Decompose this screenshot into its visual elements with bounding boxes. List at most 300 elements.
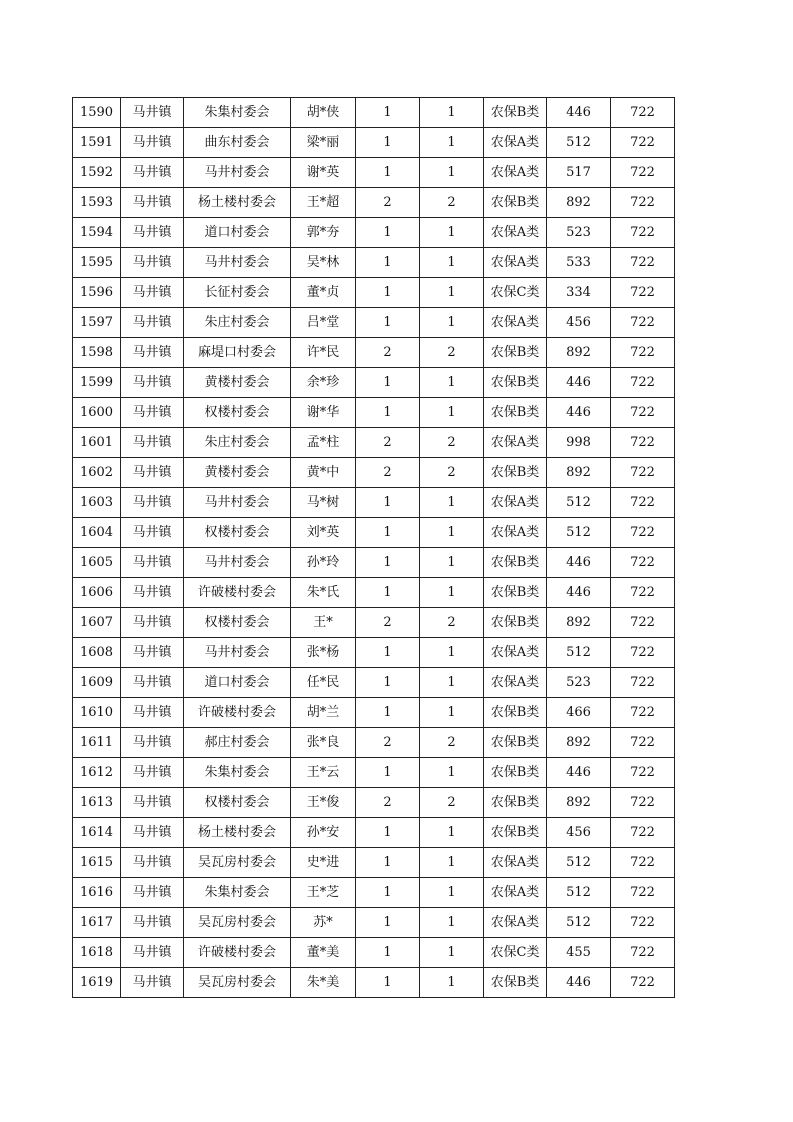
standard-cell: 722 xyxy=(611,278,675,308)
count-1-cell: 1 xyxy=(356,638,420,668)
row-number-cell: 1614 xyxy=(73,818,121,848)
amount-cell: 892 xyxy=(547,338,611,368)
insurance-category-cell: 农保B类 xyxy=(484,578,547,608)
count-1-cell: 1 xyxy=(356,818,420,848)
count-1-cell: 1 xyxy=(356,968,420,998)
amount-cell: 446 xyxy=(547,98,611,128)
standard-cell: 722 xyxy=(611,158,675,188)
insurance-category-cell: 农保B类 xyxy=(484,758,547,788)
name-cell: 胡*侠 xyxy=(291,98,356,128)
village-committee-cell: 朱庄村委会 xyxy=(184,308,291,338)
count-2-cell: 1 xyxy=(420,398,484,428)
name-cell: 王*芝 xyxy=(291,878,356,908)
count-1-cell: 1 xyxy=(356,908,420,938)
table-row xyxy=(73,608,675,638)
insurance-category-cell: 农保C类 xyxy=(484,938,547,968)
count-2-cell: 1 xyxy=(420,818,484,848)
standard-cell: 722 xyxy=(611,338,675,368)
name-cell: 苏* xyxy=(291,908,356,938)
count-1-cell: 1 xyxy=(356,218,420,248)
count-1-cell: 1 xyxy=(356,548,420,578)
amount-cell: 456 xyxy=(547,818,611,848)
amount-cell: 446 xyxy=(547,578,611,608)
row-number-cell: 1618 xyxy=(73,938,121,968)
insurance-category-cell: 农保B类 xyxy=(484,188,547,218)
standard-cell: 722 xyxy=(611,968,675,998)
standard-cell: 722 xyxy=(611,368,675,398)
standard-cell: 722 xyxy=(611,98,675,128)
amount-cell: 517 xyxy=(547,158,611,188)
town-cell: 马井镇 xyxy=(121,488,184,518)
town-cell: 马井镇 xyxy=(121,98,184,128)
count-2-cell: 1 xyxy=(420,578,484,608)
village-committee-cell: 朱集村委会 xyxy=(184,98,291,128)
standard-cell: 722 xyxy=(611,398,675,428)
count-1-cell: 1 xyxy=(356,158,420,188)
row-number-cell: 1611 xyxy=(73,728,121,758)
name-cell: 朱*氏 xyxy=(291,578,356,608)
count-2-cell: 1 xyxy=(420,908,484,938)
amount-cell: 512 xyxy=(547,488,611,518)
village-committee-cell: 权楼村委会 xyxy=(184,788,291,818)
standard-cell: 722 xyxy=(611,578,675,608)
town-cell: 马井镇 xyxy=(121,128,184,158)
standard-cell: 722 xyxy=(611,698,675,728)
table-row xyxy=(73,428,675,458)
name-cell: 谢*英 xyxy=(291,158,356,188)
insurance-category-cell: 农保A类 xyxy=(484,908,547,938)
row-number-cell: 1612 xyxy=(73,758,121,788)
row-number-cell: 1594 xyxy=(73,218,121,248)
amount-cell: 892 xyxy=(547,188,611,218)
standard-cell: 722 xyxy=(611,608,675,638)
village-committee-cell: 许破楼村委会 xyxy=(184,938,291,968)
amount-cell: 512 xyxy=(547,128,611,158)
village-committee-cell: 马井村委会 xyxy=(184,638,291,668)
standard-cell: 722 xyxy=(611,248,675,278)
count-2-cell: 1 xyxy=(420,98,484,128)
table-row xyxy=(73,788,675,818)
count-1-cell: 1 xyxy=(356,308,420,338)
row-number-cell: 1596 xyxy=(73,278,121,308)
count-2-cell: 2 xyxy=(420,458,484,488)
insurance-category-cell: 农保A类 xyxy=(484,668,547,698)
amount-cell: 334 xyxy=(547,278,611,308)
row-number-cell: 1607 xyxy=(73,608,121,638)
row-number-cell: 1597 xyxy=(73,308,121,338)
insurance-category-cell: 农保B类 xyxy=(484,608,547,638)
village-committee-cell: 朱庄村委会 xyxy=(184,428,291,458)
count-1-cell: 2 xyxy=(356,728,420,758)
insurance-category-cell: 农保C类 xyxy=(484,278,547,308)
count-2-cell: 1 xyxy=(420,638,484,668)
row-number-cell: 1604 xyxy=(73,518,121,548)
standard-cell: 722 xyxy=(611,908,675,938)
village-committee-cell: 许破楼村委会 xyxy=(184,578,291,608)
count-2-cell: 1 xyxy=(420,128,484,158)
town-cell: 马井镇 xyxy=(121,638,184,668)
town-cell: 马井镇 xyxy=(121,158,184,188)
amount-cell: 998 xyxy=(547,428,611,458)
amount-cell: 533 xyxy=(547,248,611,278)
count-1-cell: 1 xyxy=(356,578,420,608)
name-cell: 王* xyxy=(291,608,356,638)
count-1-cell: 1 xyxy=(356,938,420,968)
name-cell: 刘*英 xyxy=(291,518,356,548)
village-committee-cell: 黄楼村委会 xyxy=(184,458,291,488)
insurance-category-cell: 农保A类 xyxy=(484,428,547,458)
insurance-category-cell: 农保A类 xyxy=(484,218,547,248)
count-1-cell: 1 xyxy=(356,248,420,278)
table-body xyxy=(73,98,675,998)
village-committee-cell: 道口村委会 xyxy=(184,218,291,248)
table-row xyxy=(73,758,675,788)
standard-cell: 722 xyxy=(611,128,675,158)
table-row xyxy=(73,548,675,578)
town-cell: 马井镇 xyxy=(121,668,184,698)
count-1-cell: 2 xyxy=(356,788,420,818)
amount-cell: 466 xyxy=(547,698,611,728)
insurance-category-cell: 农保A类 xyxy=(484,638,547,668)
beneficiary-table xyxy=(72,97,675,998)
count-2-cell: 2 xyxy=(420,788,484,818)
count-2-cell: 1 xyxy=(420,758,484,788)
village-committee-cell: 马井村委会 xyxy=(184,158,291,188)
count-2-cell: 1 xyxy=(420,368,484,398)
town-cell: 马井镇 xyxy=(121,338,184,368)
amount-cell: 512 xyxy=(547,638,611,668)
name-cell: 吴*林 xyxy=(291,248,356,278)
standard-cell: 722 xyxy=(611,308,675,338)
count-2-cell: 2 xyxy=(420,608,484,638)
row-number-cell: 1610 xyxy=(73,698,121,728)
row-number-cell: 1619 xyxy=(73,968,121,998)
insurance-category-cell: 农保B类 xyxy=(484,458,547,488)
insurance-category-cell: 农保A类 xyxy=(484,248,547,278)
town-cell: 马井镇 xyxy=(121,578,184,608)
standard-cell: 722 xyxy=(611,758,675,788)
village-committee-cell: 马井村委会 xyxy=(184,248,291,278)
insurance-category-cell: 农保A类 xyxy=(484,488,547,518)
amount-cell: 446 xyxy=(547,548,611,578)
table-row xyxy=(73,98,675,128)
count-2-cell: 1 xyxy=(420,938,484,968)
row-number-cell: 1615 xyxy=(73,848,121,878)
village-committee-cell: 马井村委会 xyxy=(184,488,291,518)
insurance-category-cell: 农保A类 xyxy=(484,518,547,548)
amount-cell: 512 xyxy=(547,908,611,938)
standard-cell: 722 xyxy=(611,938,675,968)
village-committee-cell: 道口村委会 xyxy=(184,668,291,698)
standard-cell: 722 xyxy=(611,818,675,848)
village-committee-cell: 黄楼村委会 xyxy=(184,368,291,398)
town-cell: 马井镇 xyxy=(121,878,184,908)
name-cell: 孟*柱 xyxy=(291,428,356,458)
count-2-cell: 2 xyxy=(420,728,484,758)
name-cell: 孙*安 xyxy=(291,818,356,848)
amount-cell: 446 xyxy=(547,398,611,428)
standard-cell: 722 xyxy=(611,848,675,878)
row-number-cell: 1591 xyxy=(73,128,121,158)
village-committee-cell: 吴瓦房村委会 xyxy=(184,848,291,878)
count-1-cell: 2 xyxy=(356,428,420,458)
table-row xyxy=(73,248,675,278)
standard-cell: 722 xyxy=(611,878,675,908)
insurance-category-cell: 农保B类 xyxy=(484,818,547,848)
amount-cell: 892 xyxy=(547,458,611,488)
standard-cell: 722 xyxy=(611,218,675,248)
town-cell: 马井镇 xyxy=(121,848,184,878)
amount-cell: 523 xyxy=(547,668,611,698)
table-row xyxy=(73,458,675,488)
count-2-cell: 1 xyxy=(420,278,484,308)
count-2-cell: 1 xyxy=(420,548,484,578)
name-cell: 董*美 xyxy=(291,938,356,968)
village-committee-cell: 许破楼村委会 xyxy=(184,698,291,728)
village-committee-cell: 权楼村委会 xyxy=(184,518,291,548)
row-number-cell: 1613 xyxy=(73,788,121,818)
town-cell: 马井镇 xyxy=(121,458,184,488)
name-cell: 王*云 xyxy=(291,758,356,788)
village-committee-cell: 朱集村委会 xyxy=(184,758,291,788)
row-number-cell: 1605 xyxy=(73,548,121,578)
row-number-cell: 1617 xyxy=(73,908,121,938)
name-cell: 王*超 xyxy=(291,188,356,218)
amount-cell: 512 xyxy=(547,878,611,908)
name-cell: 张*杨 xyxy=(291,638,356,668)
count-1-cell: 2 xyxy=(356,188,420,218)
amount-cell: 446 xyxy=(547,368,611,398)
village-committee-cell: 曲东村委会 xyxy=(184,128,291,158)
row-number-cell: 1601 xyxy=(73,428,121,458)
count-2-cell: 2 xyxy=(420,188,484,218)
row-number-cell: 1609 xyxy=(73,668,121,698)
count-2-cell: 1 xyxy=(420,668,484,698)
village-committee-cell: 长征村委会 xyxy=(184,278,291,308)
standard-cell: 722 xyxy=(611,638,675,668)
table-row xyxy=(73,728,675,758)
town-cell: 马井镇 xyxy=(121,428,184,458)
town-cell: 马井镇 xyxy=(121,758,184,788)
amount-cell: 455 xyxy=(547,938,611,968)
count-1-cell: 1 xyxy=(356,758,420,788)
insurance-category-cell: 农保B类 xyxy=(484,548,547,578)
row-number-cell: 1590 xyxy=(73,98,121,128)
row-number-cell: 1602 xyxy=(73,458,121,488)
count-1-cell: 2 xyxy=(356,608,420,638)
count-1-cell: 1 xyxy=(356,698,420,728)
row-number-cell: 1606 xyxy=(73,578,121,608)
table-row xyxy=(73,128,675,158)
village-committee-cell: 吴瓦房村委会 xyxy=(184,908,291,938)
count-1-cell: 1 xyxy=(356,98,420,128)
insurance-category-cell: 农保B类 xyxy=(484,398,547,428)
town-cell: 马井镇 xyxy=(121,368,184,398)
name-cell: 史*进 xyxy=(291,848,356,878)
count-1-cell: 2 xyxy=(356,458,420,488)
row-number-cell: 1603 xyxy=(73,488,121,518)
table-row xyxy=(73,278,675,308)
standard-cell: 722 xyxy=(611,188,675,218)
town-cell: 马井镇 xyxy=(121,788,184,818)
insurance-category-cell: 农保A类 xyxy=(484,848,547,878)
count-1-cell: 1 xyxy=(356,488,420,518)
count-2-cell: 1 xyxy=(420,848,484,878)
name-cell: 余*珍 xyxy=(291,368,356,398)
table-row xyxy=(73,338,675,368)
village-committee-cell: 朱集村委会 xyxy=(184,878,291,908)
standard-cell: 722 xyxy=(611,668,675,698)
insurance-category-cell: 农保B类 xyxy=(484,98,547,128)
insurance-category-cell: 农保B类 xyxy=(484,698,547,728)
name-cell: 张*良 xyxy=(291,728,356,758)
count-1-cell: 1 xyxy=(356,368,420,398)
amount-cell: 892 xyxy=(547,608,611,638)
row-number-cell: 1600 xyxy=(73,398,121,428)
standard-cell: 722 xyxy=(611,488,675,518)
amount-cell: 892 xyxy=(547,788,611,818)
town-cell: 马井镇 xyxy=(121,518,184,548)
row-number-cell: 1616 xyxy=(73,878,121,908)
amount-cell: 523 xyxy=(547,218,611,248)
town-cell: 马井镇 xyxy=(121,728,184,758)
row-number-cell: 1595 xyxy=(73,248,121,278)
table-row xyxy=(73,638,675,668)
table-row xyxy=(73,218,675,248)
table-row xyxy=(73,818,675,848)
name-cell: 王*俊 xyxy=(291,788,356,818)
insurance-category-cell: 农保B类 xyxy=(484,968,547,998)
town-cell: 马井镇 xyxy=(121,278,184,308)
count-1-cell: 1 xyxy=(356,128,420,158)
table-row xyxy=(73,968,675,998)
table-row xyxy=(73,668,675,698)
table-row xyxy=(73,518,675,548)
row-number-cell: 1598 xyxy=(73,338,121,368)
name-cell: 黄*中 xyxy=(291,458,356,488)
table-row xyxy=(73,188,675,218)
count-2-cell: 1 xyxy=(420,308,484,338)
row-number-cell: 1608 xyxy=(73,638,121,668)
town-cell: 马井镇 xyxy=(121,548,184,578)
town-cell: 马井镇 xyxy=(121,188,184,218)
village-committee-cell: 杨土楼村委会 xyxy=(184,818,291,848)
count-2-cell: 1 xyxy=(420,878,484,908)
name-cell: 马*树 xyxy=(291,488,356,518)
table-row xyxy=(73,398,675,428)
count-2-cell: 1 xyxy=(420,518,484,548)
name-cell: 胡*兰 xyxy=(291,698,356,728)
name-cell: 孙*玲 xyxy=(291,548,356,578)
row-number-cell: 1593 xyxy=(73,188,121,218)
town-cell: 马井镇 xyxy=(121,218,184,248)
village-committee-cell: 麻堤口村委会 xyxy=(184,338,291,368)
amount-cell: 892 xyxy=(547,728,611,758)
town-cell: 马井镇 xyxy=(121,968,184,998)
table-row xyxy=(73,908,675,938)
amount-cell: 446 xyxy=(547,968,611,998)
count-1-cell: 1 xyxy=(356,668,420,698)
town-cell: 马井镇 xyxy=(121,248,184,278)
name-cell: 许*民 xyxy=(291,338,356,368)
table-row xyxy=(73,158,675,188)
amount-cell: 512 xyxy=(547,518,611,548)
count-1-cell: 1 xyxy=(356,878,420,908)
count-2-cell: 2 xyxy=(420,338,484,368)
count-1-cell: 2 xyxy=(356,338,420,368)
name-cell: 任*民 xyxy=(291,668,356,698)
standard-cell: 722 xyxy=(611,428,675,458)
town-cell: 马井镇 xyxy=(121,308,184,338)
standard-cell: 722 xyxy=(611,518,675,548)
count-1-cell: 1 xyxy=(356,518,420,548)
village-committee-cell: 郝庄村委会 xyxy=(184,728,291,758)
name-cell: 梁*丽 xyxy=(291,128,356,158)
name-cell: 吕*堂 xyxy=(291,308,356,338)
insurance-category-cell: 农保B类 xyxy=(484,788,547,818)
name-cell: 董*贞 xyxy=(291,278,356,308)
count-2-cell: 1 xyxy=(420,158,484,188)
table-row xyxy=(73,938,675,968)
standard-cell: 722 xyxy=(611,788,675,818)
town-cell: 马井镇 xyxy=(121,938,184,968)
village-committee-cell: 权楼村委会 xyxy=(184,608,291,638)
standard-cell: 722 xyxy=(611,458,675,488)
standard-cell: 722 xyxy=(611,728,675,758)
town-cell: 马井镇 xyxy=(121,908,184,938)
town-cell: 马井镇 xyxy=(121,608,184,638)
count-1-cell: 1 xyxy=(356,398,420,428)
amount-cell: 512 xyxy=(547,848,611,878)
insurance-category-cell: 农保B类 xyxy=(484,728,547,758)
village-committee-cell: 马井村委会 xyxy=(184,548,291,578)
insurance-category-cell: 农保A类 xyxy=(484,128,547,158)
count-2-cell: 1 xyxy=(420,248,484,278)
table-row xyxy=(73,878,675,908)
count-2-cell: 1 xyxy=(420,488,484,518)
insurance-category-cell: 农保B类 xyxy=(484,368,547,398)
table-row xyxy=(73,698,675,728)
table-row xyxy=(73,308,675,338)
count-2-cell: 2 xyxy=(420,428,484,458)
insurance-category-cell: 农保A类 xyxy=(484,308,547,338)
village-committee-cell: 吴瓦房村委会 xyxy=(184,968,291,998)
amount-cell: 456 xyxy=(547,308,611,338)
amount-cell: 446 xyxy=(547,758,611,788)
row-number-cell: 1599 xyxy=(73,368,121,398)
table-row xyxy=(73,488,675,518)
town-cell: 马井镇 xyxy=(121,818,184,848)
row-number-cell: 1592 xyxy=(73,158,121,188)
town-cell: 马井镇 xyxy=(121,698,184,728)
count-1-cell: 1 xyxy=(356,278,420,308)
table-row xyxy=(73,368,675,398)
insurance-category-cell: 农保B类 xyxy=(484,338,547,368)
table-row xyxy=(73,848,675,878)
insurance-category-cell: 农保A类 xyxy=(484,158,547,188)
name-cell: 郭*夯 xyxy=(291,218,356,248)
standard-cell: 722 xyxy=(611,548,675,578)
town-cell: 马井镇 xyxy=(121,398,184,428)
village-committee-cell: 杨土楼村委会 xyxy=(184,188,291,218)
count-2-cell: 1 xyxy=(420,218,484,248)
count-1-cell: 1 xyxy=(356,848,420,878)
name-cell: 朱*美 xyxy=(291,968,356,998)
village-committee-cell: 权楼村委会 xyxy=(184,398,291,428)
name-cell: 谢*华 xyxy=(291,398,356,428)
count-2-cell: 1 xyxy=(420,968,484,998)
table-row xyxy=(73,578,675,608)
